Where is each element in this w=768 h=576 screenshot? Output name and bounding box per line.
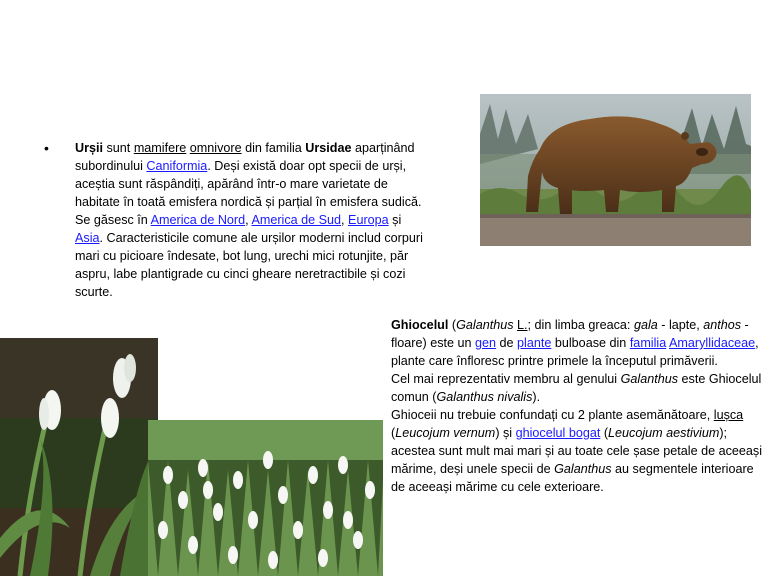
text-span: - floare) este un [391,318,749,350]
snowdrop-paragraph-2 [391,370,763,406]
term-anthos: anthos [703,318,742,332]
term-galanthus: Galanthus [554,462,612,476]
snowdrop-photo-closeup [0,338,158,576]
link-ghiocelul-bogat[interactable]: ghiocelul bogat [515,426,601,440]
bullet-marker: • [44,140,49,156]
term-galanthus: Galanthus [456,318,514,332]
term-ursii: Urșii [75,141,103,155]
term-galanthus: Galanthus [620,372,679,386]
term-galanthus-nivalis: Galanthus nivalis [436,390,533,404]
bear-description [75,139,427,301]
text-span: Ghioceii nu trebuie confundați cu 2 plante asemănătoare, [391,408,714,422]
link-asia[interactable]: Asia [75,231,100,245]
term-omnivore: omnivore [189,141,242,155]
link-familia[interactable]: familia [629,336,667,350]
text-span: ). [532,390,541,404]
link-caniformia[interactable]: Caniformia [146,159,208,173]
link-plante[interactable]: plante [517,336,552,350]
text-span: ) și [495,426,516,440]
text-span: - lapte, [657,318,704,332]
text-span: bulboase din [551,336,630,350]
text-span: , [245,213,252,227]
text-span: ); acestea sunt mult mai mari și au toate cele șase petale de aceeași mărime, deși unele specii de [391,426,763,476]
text-span: Cel mai reprezentativ membru al genului [391,372,621,386]
link-gen[interactable]: gen [475,336,497,350]
bear-photo [480,94,751,246]
text-span: ( [391,426,396,440]
text-span: , [341,213,349,227]
text-span: . Caracteristicile comune ale urșilor moderni includ corpuri mari cu picioare îndesate, bot lung, urechi mici rotunjite, păr aspru, labe plantigrade cu cinci gheare neretractibile și cozi scurte. [75,231,423,299]
term-mamifere: mamifere [133,141,187,155]
link-america-de-nord[interactable]: America de Nord [150,213,246,227]
term-lusca: lușca [713,408,744,422]
snowdrop-photo-cluster [148,420,383,576]
text-span: și [388,213,402,227]
term-leucojum-aestivium: Leucojum aestivium [608,426,720,440]
text-span: ; din limba greaca: [527,318,634,332]
text-span: de [496,336,518,350]
text-span: ( [600,426,609,440]
text-span: sunt [103,141,134,155]
text-span: din familia [241,141,306,155]
term-l: L. [517,318,528,332]
text-span: este Ghiocelul comun ( [391,372,762,404]
text-span: , plante care înfloresc printre primele la începutul primăverii. [391,336,759,368]
term-ghiocelul: Ghiocelul [391,318,449,332]
snowdrop-description [391,316,763,496]
text-span: ( [448,318,457,332]
link-america-de-sud[interactable]: America de Sud [251,213,342,227]
term-ursidae: Ursidae [305,141,352,155]
term-gala: gala [633,318,658,332]
text-span: . Deși există doar opt specii de urși, aceștia sunt răspândiți, apărând într-o mare varietate de habitate în toată emisfera nordică și parțial în emisfera sudică. Se găsesc în [75,159,422,227]
term-leucojum-vernum: Leucojum vernum [395,426,496,440]
snowdrop-paragraph-1 [391,316,763,370]
text-span: au segmentele interioare de aceeași mărime cu cele exterioare. [391,462,754,494]
snowdrop-paragraph-3 [391,406,763,496]
link-amaryllidaceae[interactable]: Amaryllidaceae [669,336,756,350]
link-europa[interactable]: Europa [348,213,389,227]
text-span: aparținând subordinului [75,141,415,173]
